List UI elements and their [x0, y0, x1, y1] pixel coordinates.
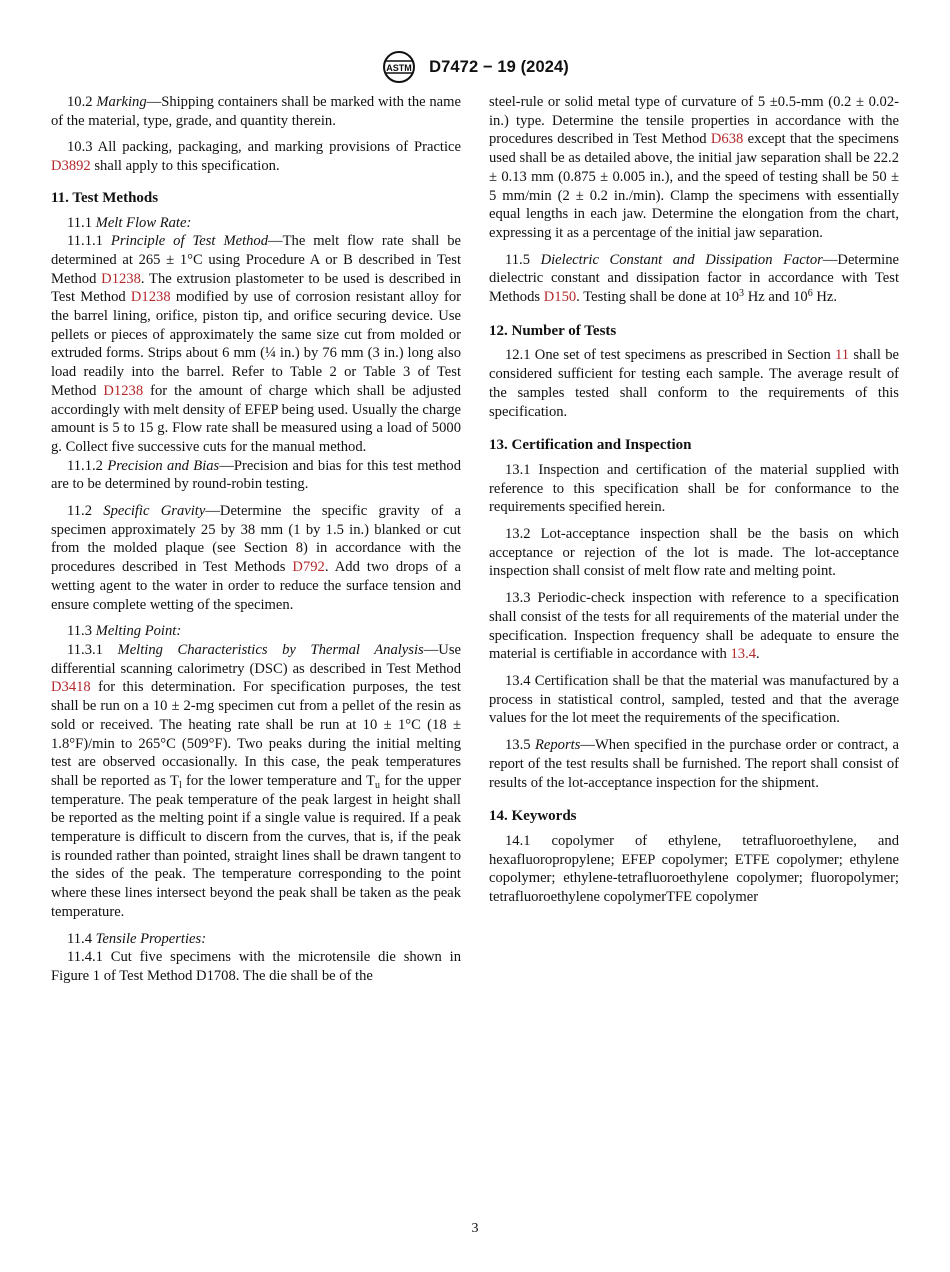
page-header [0, 50, 950, 84]
section-11-1: 11.1 Melt Flow Rate: [67, 214, 192, 231]
ref-d150-link[interactable]: D150 [543, 289, 577, 306]
section-13-2: 13.2 Lot-acceptance inspection shall be the basis on which acceptance or rejection of the lot is made. The lot-acceptance inspection shall consist of melt flow rate and melting point. [489, 526, 899, 580]
page-number: 3 [471, 1221, 479, 1236]
section-11-2: 11.2 Specific Gravity—Determine the specific gravity of a specimen approximately 25 by 38 mm (1 by 1.5 in.) blanked or cut from the molded plaque (see Section 8) in accordance with the procedures described in Test Methods D792. Add two drops of a wetting agent to the water in order to reduce the surface tension and ensure complete wetting of the specimen. [51, 503, 461, 613]
section-11-5: 11.5 Dielectric Constant and Dissipation Factor—Determine dielectric constant and dissipation factor in accordance with Test Methods D150. Testing shall be done at $10^3$ Hz and $10^6$ Hz. [489, 251, 899, 306]
section-10-2: 10.2 Marking—Shipping containers shall be marked with the name of the material, type, grade, and quantity therein. [51, 94, 461, 129]
section-11-4-1: 11.4.1 Cut five specimens with the microtensile die shown in Figure 1 of Test Method D1708. The die shall be of the [51, 949, 461, 984]
section-11-4: 11.4 Tensile Properties: [67, 930, 207, 947]
section-13-5: 13.5 Reports—When specified in the purchase order or contract, a report of the test results shall be furnished. The report shall consist of results of the lot-acceptance inspection for the shipment. [489, 737, 899, 791]
section-11-4-1-continued: steel-rule or solid metal type of curvature of 5 ±0.5-mm (0.2 ± 0.02-in.) type. Determine the tensile properties in accordance with the procedures described in Test Method D638 except that the specimens used shall be as detailed above, the initial jaw separation shall be 22.2 ± 0.13 mm (0.875 ± 0.005 in.), and the speed of testing shall be 50 ± 5 mm/min (2 ± 0.2 in./min). Clamp the specimens with essentially equal lengths in each jaw. Determine the elongation from the chart, expressing it as a percentage of the initial jaw separation. [489, 94, 899, 241]
ref-d3892-link[interactable]: D3892 [51, 158, 91, 175]
section-11-3: 11.3 Melting Point: [67, 623, 182, 640]
section-13-4: 13.4 Certification shall be that the material was manufactured by a process in statistical control, sampled, tested and that the average values for the lot meet the requirements of the specification. [489, 672, 899, 727]
heading-certification-inspection: 13. Certification and Inspection [489, 437, 692, 454]
heading-test-methods: 11. Test Methods [51, 189, 159, 206]
right-column [489, 93, 899, 907]
ref-section-11-link[interactable]: 11 [835, 347, 850, 364]
section-14-1: 14.1 copolymer of ethylene, tetrafluoroethylene, and hexafluoropropylene; EFEP copolymer; ETFE copolymer; ethylene copolymer; ethylene-tetrafluoroethylene copolymer; fluoropolymer; tetrafluoroethylene copolymerTFE copolymer [489, 832, 899, 906]
section-13-1: 13.1 Inspection and certification of the material supplied with reference to this specification shall be for conformance to the requirements specified herein. [489, 461, 899, 516]
astm-logo-icon [381, 50, 417, 84]
document-code: D7472 − 19 (2024) [429, 57, 569, 76]
section-11-1-2: 11.1.2 Precision and Bias—Precision and bias for this test method are to be determined by round-robin testing. [51, 457, 461, 493]
section-11-1-1: 11.1.1 Principle of Test Method—The melt flow rate shall be determined at 265 ± 1°C using Procedure A or B described in Test Method D1238. The extrusion plastometer to be used is described in Test Method D1238 modified by use of corrosion resistant alloy for the barrel lining, orifice, piston tip, and orifice securing device. Use pellets or pieces of approximately the same size cut from molded or extruded forms. Strips about 6 mm (¼ in.) by 76 mm (3 in.) long also load readily into the barrel. Refer to Table 2 or Table 3 of Test Method D1238 for the amount of charge which shall be adjusted accordingly with melt density of EFEP being used. Usually the charge amount is 5 to 15 g. Flow rate shall be measured using a load of 5000 g. Collect five successive cuts for the manual method. [51, 233, 462, 455]
ref-d3418-link[interactable]: D3418 [51, 679, 91, 696]
heading-keywords: 14. Keywords [489, 808, 577, 825]
ref-section-13-4-link[interactable]: 13.4 [730, 646, 757, 663]
section-13-3: 13.3 Periodic-check inspection with reference to a specification shall consist of the tests for all requirements of the material under the specification. Inspection frequency shall be adequate to ensure the material is certifiable in accordance with 13.4. [489, 590, 899, 663]
section-11-3-1: 11.3.1 Melting Characteristics by Thermal Analysis—Use differential scanning calorimetry (DSC) as described in Test Method D3418 for this determination. For specification purposes, the test shall be run on a 10 ± 2-mg specimen cut from a pellet of the resin as sold or received. The heating rate shall be run at 10 ± 1°C (18 ± 1.8°F)/min to 265°C (509°F). Two peaks during the initial melting test are observed occasionally. In this case, the peak temperatures shall be reported as $T_l$ for the lower temperature and $T_u$ for the upper temperature. The peak temperature of the peak largest in height shall be reported as the melting point if a single value is required. If a peak temperature is difficult to discern from the curves, that is, if the peak is rounded rather than pointed, straight lines shall be drawn tangent to the sides of the peak. The temperature corresponding to the point where these lines intersect beyond the peak shall be taken as the peak temperature. [51, 641, 462, 920]
section-10-3: 10.3 All packing, packaging, and marking provisions of Practice D3892 shall apply to this specification. [51, 139, 461, 175]
ref-d1238-link[interactable]: D1238 [130, 289, 171, 306]
ref-d1238-link[interactable]: D1238 [101, 270, 141, 287]
ref-d792-link[interactable]: D792 [292, 559, 325, 576]
ref-d638-link[interactable]: D638 [710, 131, 744, 148]
section-12-1: 12.1 One set of test specimens as prescribed in Section 11 shall be considered sufficient for testing each sample. The average result of the samples tested shall conform to the requirements of this specification. [489, 347, 899, 420]
ref-d1238-link[interactable]: D1238 [103, 382, 144, 399]
astm-logo-text: ASTM [386, 63, 412, 73]
left-column [51, 93, 461, 986]
heading-number-of-tests: 12. Number of Tests [489, 322, 617, 339]
